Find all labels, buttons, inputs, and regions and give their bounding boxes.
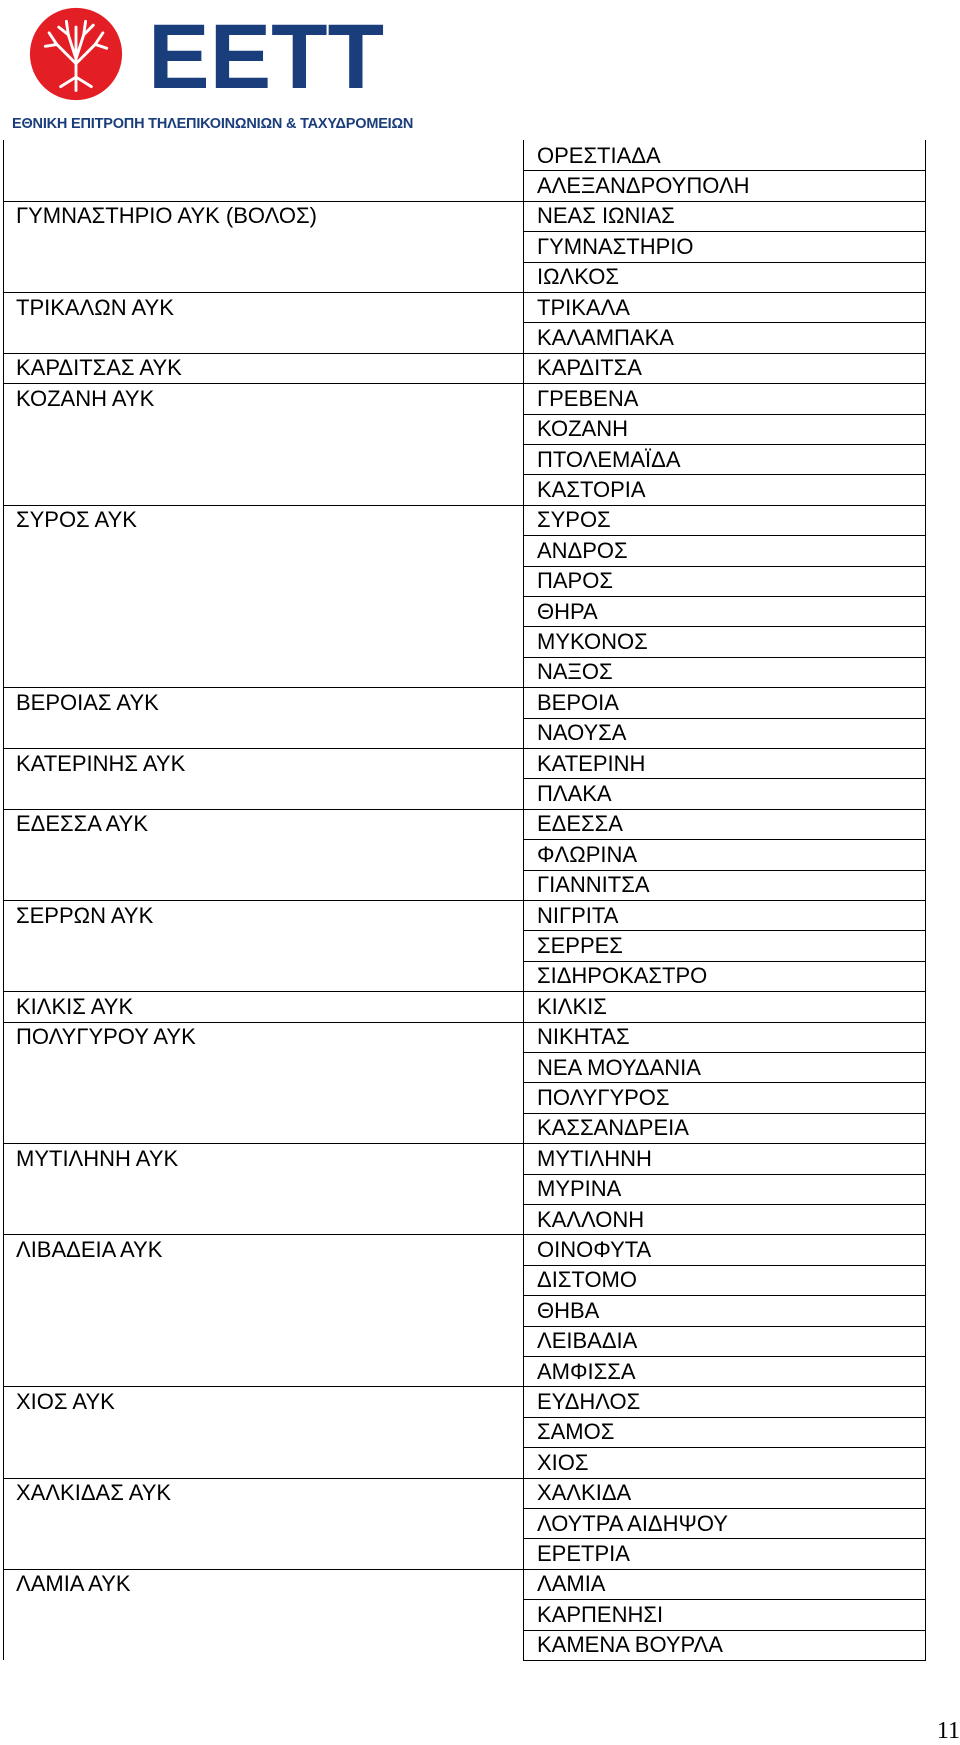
station-cell: ΚΑΤΕΡΙΝΗΣ ΑΥΚ	[16, 750, 186, 776]
location-cell: ΚΟΖΑΝΗ	[537, 416, 628, 442]
station-cell: ΛΙΒΑΔΕΙΑ ΑΥΚ	[16, 1236, 163, 1262]
location-cell: ΓΥΜΝΑΣΤΗΡΙΟ	[537, 233, 694, 259]
location-cell: ΚΑΡΔΙΤΣΑ	[537, 355, 642, 381]
location-cell: ΜΥΚΟΝΟΣ	[537, 628, 648, 654]
location-cell: ΠΛΑΚΑ	[537, 780, 612, 806]
location-cell: ΣΙΔΗΡΟΚΑΣΤΡΟ	[537, 963, 708, 989]
document-header	[0, 0, 960, 140]
location-cell: ΚΑΣΣΑΝΔΡΕΙΑ	[537, 1115, 689, 1141]
station-cell: ΚΟΖΑΝΗ ΑΥΚ	[16, 385, 155, 411]
station-cell: ΣΕΡΡΩΝ ΑΥΚ	[16, 902, 154, 928]
location-cell: ΛΟΥΤΡΑ ΑΙΔΗΨΟΥ	[537, 1510, 728, 1536]
location-cell: ΤΡΙΚΑΛΑ	[537, 294, 630, 320]
location-cell: ΣΑΜΟΣ	[537, 1419, 615, 1445]
station-cell: ΣΥΡΟΣ ΑΥΚ	[16, 507, 137, 533]
location-cell: ΣΥΡΟΣ	[537, 507, 611, 533]
location-cell: ΓΡΕΒΕΝΑ	[537, 385, 639, 411]
location-cell: ΛΕΙΒΑΔΙΑ	[537, 1328, 638, 1354]
location-cell: ΜΥΡΙΝΑ	[537, 1176, 622, 1202]
location-cell: ΔΙΣΤΟΜΟ	[537, 1267, 637, 1293]
location-cell: ΚΑΡΠΕΝΗΣΙ	[537, 1601, 664, 1627]
location-cell: ΘΗΡΑ	[537, 598, 598, 624]
location-cell: ΚΙΛΚΙΣ	[537, 993, 607, 1019]
location-cell: ΚΑΛΑΜΠΑΚΑ	[537, 324, 674, 350]
station-cell: ΚΙΛΚΙΣ ΑΥΚ	[16, 993, 134, 1019]
location-cell: ΜΥΤΙΛΗΝΗ	[537, 1145, 652, 1171]
location-cell: ΑΜΦΙΣΣΑ	[537, 1358, 636, 1384]
station-cell: ΒΕΡΟΙΑΣ ΑΥΚ	[16, 689, 159, 715]
station-cell: ΓΥΜΝΑΣΤΗΡΙΟ ΑΥΚ (ΒΟΛΟΣ)	[16, 203, 317, 229]
station-cell: ΕΔΕΣΣΑ ΑΥΚ	[16, 811, 148, 837]
location-cell: ΣΕΡΡΕΣ	[537, 932, 623, 958]
location-cell: ΕΥΔΗΛΟΣ	[537, 1388, 641, 1414]
station-cell: ΤΡΙΚΑΛΩΝ ΑΥΚ	[16, 294, 174, 320]
location-cell: ΙΩΛΚΟΣ	[537, 264, 619, 290]
eett-tree-logo-icon	[28, 6, 124, 102]
location-cell: ΝΙΓΡΙΤΑ	[537, 902, 619, 928]
location-cell: ΕΡΕΤΡΙΑ	[537, 1540, 630, 1566]
location-cell: ΑΛΕΞΑΝΔΡΟΥΠΟΛΗ	[537, 172, 750, 198]
location-cell: ΒΕΡΟΙΑ	[537, 689, 619, 715]
location-cell: ΕΔΕΣΣΑ	[537, 811, 623, 837]
location-cell: ΚΑΣΤΟΡΙΑ	[537, 476, 646, 502]
location-cell: ΟΙΝΟΦΥΤΑ	[537, 1236, 652, 1262]
location-cell: ΝΑΞΟΣ	[537, 659, 613, 685]
location-cell: ΠΟΛΥΓΥΡΟΣ	[537, 1084, 670, 1110]
station-cell: ΚΑΡΔΙΤΣΑΣ ΑΥΚ	[16, 355, 182, 381]
location-cell: ΠΤΟΛΕΜΑΪΔΑ	[537, 446, 681, 472]
eett-wordmark	[148, 16, 388, 96]
organization-name: ΕΘΝΙΚΗ ΕΠΙΤΡΟΠΗ ΤΗΛΕΠΙΚΟΙΝΩΝΙΩΝ & ΤΑΧΥΔΡΟΜΕΙΩΝ	[12, 116, 414, 132]
page-number: 11	[936, 1718, 960, 1744]
location-cell: ΚΑΤΕΡΙΝΗ	[537, 750, 646, 776]
station-cell: ΧΑΛΚΙΔΑΣ ΑΥΚ	[16, 1480, 172, 1506]
location-cell: ΑΝΔΡΟΣ	[537, 537, 628, 563]
logo-word-text: ΕΕΤΤ	[148, 16, 384, 96]
location-cell: ΓΙΑΝΝΙΤΣΑ	[537, 872, 650, 898]
station-cell: ΠΟΛΥΓΥΡΟΥ ΑΥΚ	[16, 1024, 196, 1050]
station-cell: ΧΙΟΣ ΑΥΚ	[16, 1388, 115, 1414]
location-cell: ΚΑΜΕΝΑ ΒΟΥΡΛΑ	[537, 1632, 723, 1658]
location-cell: ΦΛΩΡΙΝΑ	[537, 841, 638, 867]
location-cell: ΧΙΟΣ	[537, 1449, 589, 1475]
coverage-table	[0, 140, 960, 1670]
location-cell: ΝΑΟΥΣΑ	[537, 720, 627, 746]
location-cell: ΝΙΚΗΤΑΣ	[537, 1024, 630, 1050]
station-cell: ΛΑΜΙΑ ΑΥΚ	[16, 1571, 131, 1597]
location-cell: ΝΕΑ ΜΟΥΔΑΝΙΑ	[537, 1054, 701, 1080]
location-cell: ΛΑΜΙΑ	[537, 1571, 606, 1597]
row-divider	[523, 1660, 926, 1661]
station-cell: ΜΥΤΙΛΗΝΗ ΑΥΚ	[16, 1145, 179, 1171]
location-cell: ΝΕΑΣ ΙΩΝΙΑΣ	[537, 203, 675, 229]
location-cell: ΠΑΡΟΣ	[537, 568, 613, 594]
location-cell: ΚΑΛΛΟΝΗ	[537, 1206, 645, 1232]
location-cell: ΟΡΕΣΤΙΑΔΑ	[537, 142, 661, 168]
location-cell: ΘΗΒΑ	[537, 1297, 600, 1323]
location-cell: ΧΑΛΚΙΔΑ	[537, 1480, 632, 1506]
